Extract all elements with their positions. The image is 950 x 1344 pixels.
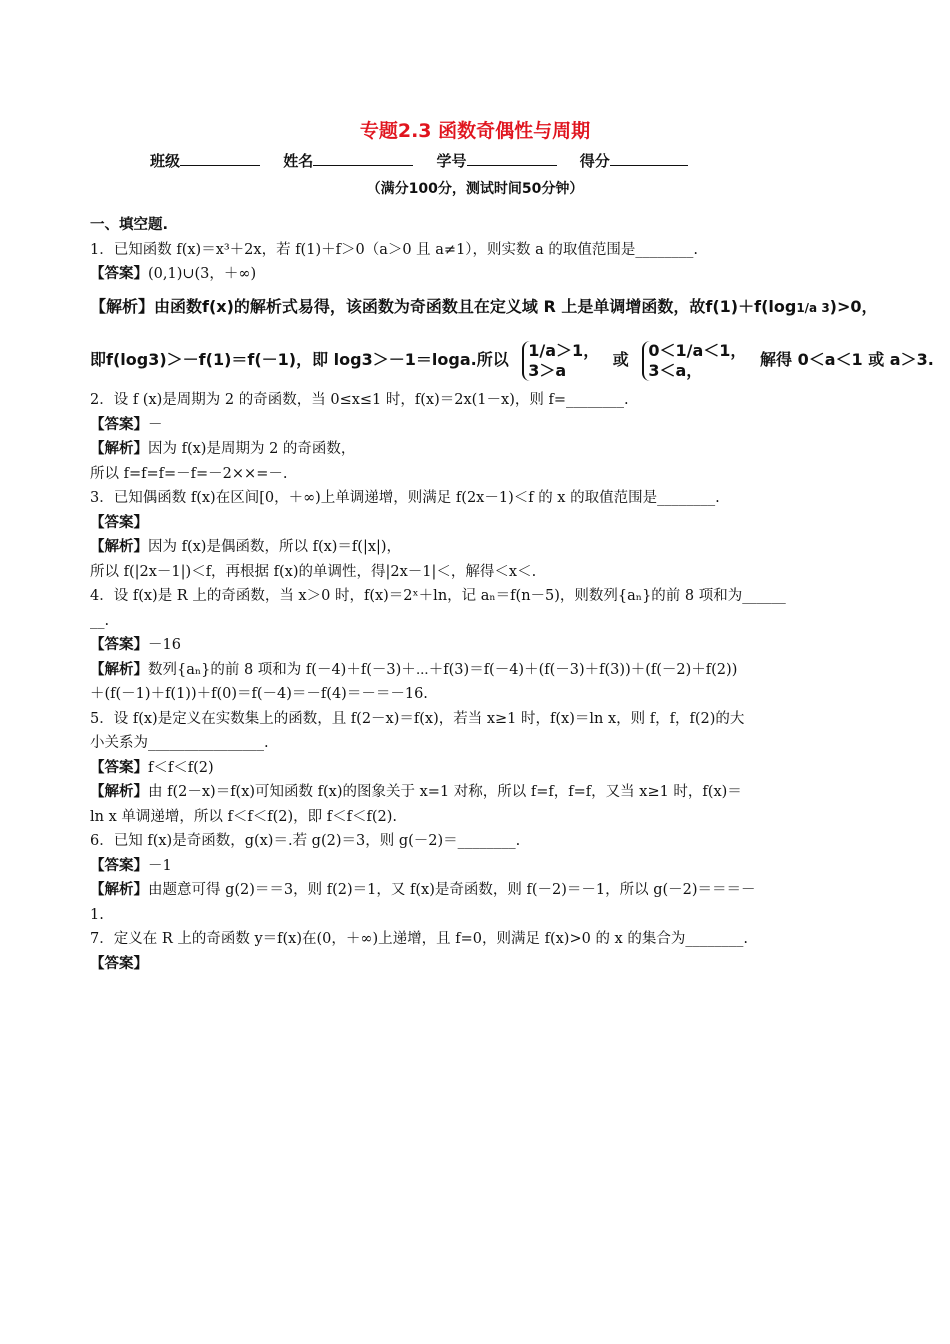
analysis-2-line-1: 【解析】因为 f(x)是周期为 2 的奇函数， <box>90 441 356 457</box>
analysis-4-line-1: 【解析】数列{aₙ}的前 8 项和为 f(－4)＋f(－3)＋⋯＋f(3)＝f(－4)＋(f(－3)＋f(3))＋(f(－2)＋f(2)) <box>90 661 738 678</box>
analysis-5-line-2: ln x 单调递增，所以 f＜f＜f(2)，即 f＜f＜f(2). <box>90 808 397 825</box>
question-3: 3．已知偶函数 f(x)在区间[0，＋∞)上单调递增，则满足 f(2x－1)＜f 的 x 的取值范围是________. <box>90 490 720 506</box>
answer-7-label: 【答案】 <box>90 955 148 972</box>
question-5-line-1: 5．设 f(x)是定义在实数集上的函数，且 f(2－x)＝f(x)，若当 x≥1 时，f(x)＝ln x，则 f，f，f(2)的大 <box>90 710 745 727</box>
analysis-6-line-1: 【解析】由题意可得 g(2)＝＝3，则 f(2)＝1，又 f(x)是奇函数，则 f(－2)＝－1，所以 g(－2)＝＝＝－ <box>90 882 756 898</box>
question-7: 7．定义在 R 上的奇函数 y＝f(x)在(0，＋∞)上递增，且 f=0，则满足 f(x)>0 的 x 的集合为________. <box>90 931 748 947</box>
system-1: 1/a＞1， 3＞a <box>522 341 599 381</box>
question-4-line-1: 4．设 f(x)是 R 上的奇函数，当 x＞0 时，f(x)＝2ˣ＋ln，记 aₙ＝f(n－5)，则数列{aₙ}的前 8 项和为______ <box>90 588 786 604</box>
answer-2: 【答案】－ <box>90 416 163 433</box>
name-label: 姓名 <box>283 152 314 170</box>
id-label: 学号 <box>436 152 467 170</box>
page-title: 专题2.3 函数奇偶性与周期 <box>359 120 591 142</box>
class-blank[interactable] <box>180 151 260 166</box>
student-info-row <box>150 150 770 171</box>
analysis-3-line-1: 【解析】因为 f(x)是偶函数，所以 f(x)＝f(|x|)， <box>90 539 402 555</box>
section-heading: 一、填空题. <box>90 217 169 233</box>
exam-note: （满分100分，测试时间50分钟） <box>366 181 584 197</box>
analysis-3-line-2: 所以 f(|2x－1|)＜f，再根据 f(x)的单调性，得|2x－1|＜，解得＜x＜. <box>90 563 537 580</box>
answer-5: 【答案】f＜f＜f(2) <box>90 759 214 776</box>
system-2: 0＜1/a＜1， 3＜a， <box>642 341 746 381</box>
score-label: 得分 <box>579 152 610 170</box>
id-blank[interactable] <box>467 151 557 166</box>
answer-4: 【答案】－16 <box>90 637 181 653</box>
question-4-line-2: __. <box>90 612 110 629</box>
analysis-4-line-2: ＋(f(－1)＋f(1))＋f(0)＝f(－4)＝－f(4)＝－＝－16. <box>90 686 428 702</box>
question-2: 2．设 f (x)是周期为 2 的奇函数，当 0≤x≤1 时，f(x)＝2x(1－x)，则 f=________. <box>90 392 629 408</box>
question-6: 6．已知 f(x)是奇函数，g(x)＝.若 g(2)＝3，则 g(－2)＝________. <box>90 833 521 849</box>
analysis-6-line-2: 1. <box>90 906 104 923</box>
question-1: 1．已知函数 f(x)＝x³＋2x，若 f(1)＋f＞0（a＞0 且 a≠1），则实数 a 的取值范围是________. <box>90 241 699 258</box>
question-5-line-2: 小关系为________________. <box>90 735 269 751</box>
analysis-1-line-1: 【解析】由函数f(x)的解析式易得，该函数为奇函数且在定义域 R 上是单调增函数，故f(1)＋f(log1/a 3)>0， <box>90 296 878 316</box>
score-blank[interactable] <box>610 151 688 166</box>
document-body <box>90 213 934 976</box>
analysis-1-line-2: 即f(log3)＞－f(1)＝f(－1)，即 log3＞－1＝loga.所以 1/a＞1， 3＞a 或 0＜1/a＜1， 3＜a， 解得 0＜a＜1 或 a＞3. <box>90 340 934 380</box>
analysis-2-line-2: 所以 f=f=f=－f=－2××=－. <box>90 465 288 482</box>
answer-3: 【答案】 <box>90 514 148 531</box>
analysis-5-line-1: 【解析】由 f(2－x)＝f(x)可知函数 f(x)的图象关于 x=1 对称，所以 f=f，f=f，又当 x≥1 时，f(x)＝ <box>90 784 742 800</box>
answer-1: 【答案】(0,1)∪(3，＋∞) <box>90 266 257 282</box>
name-blank[interactable] <box>313 151 413 166</box>
answer-6: 【答案】－1 <box>90 857 172 874</box>
class-label: 班级 <box>150 152 181 170</box>
